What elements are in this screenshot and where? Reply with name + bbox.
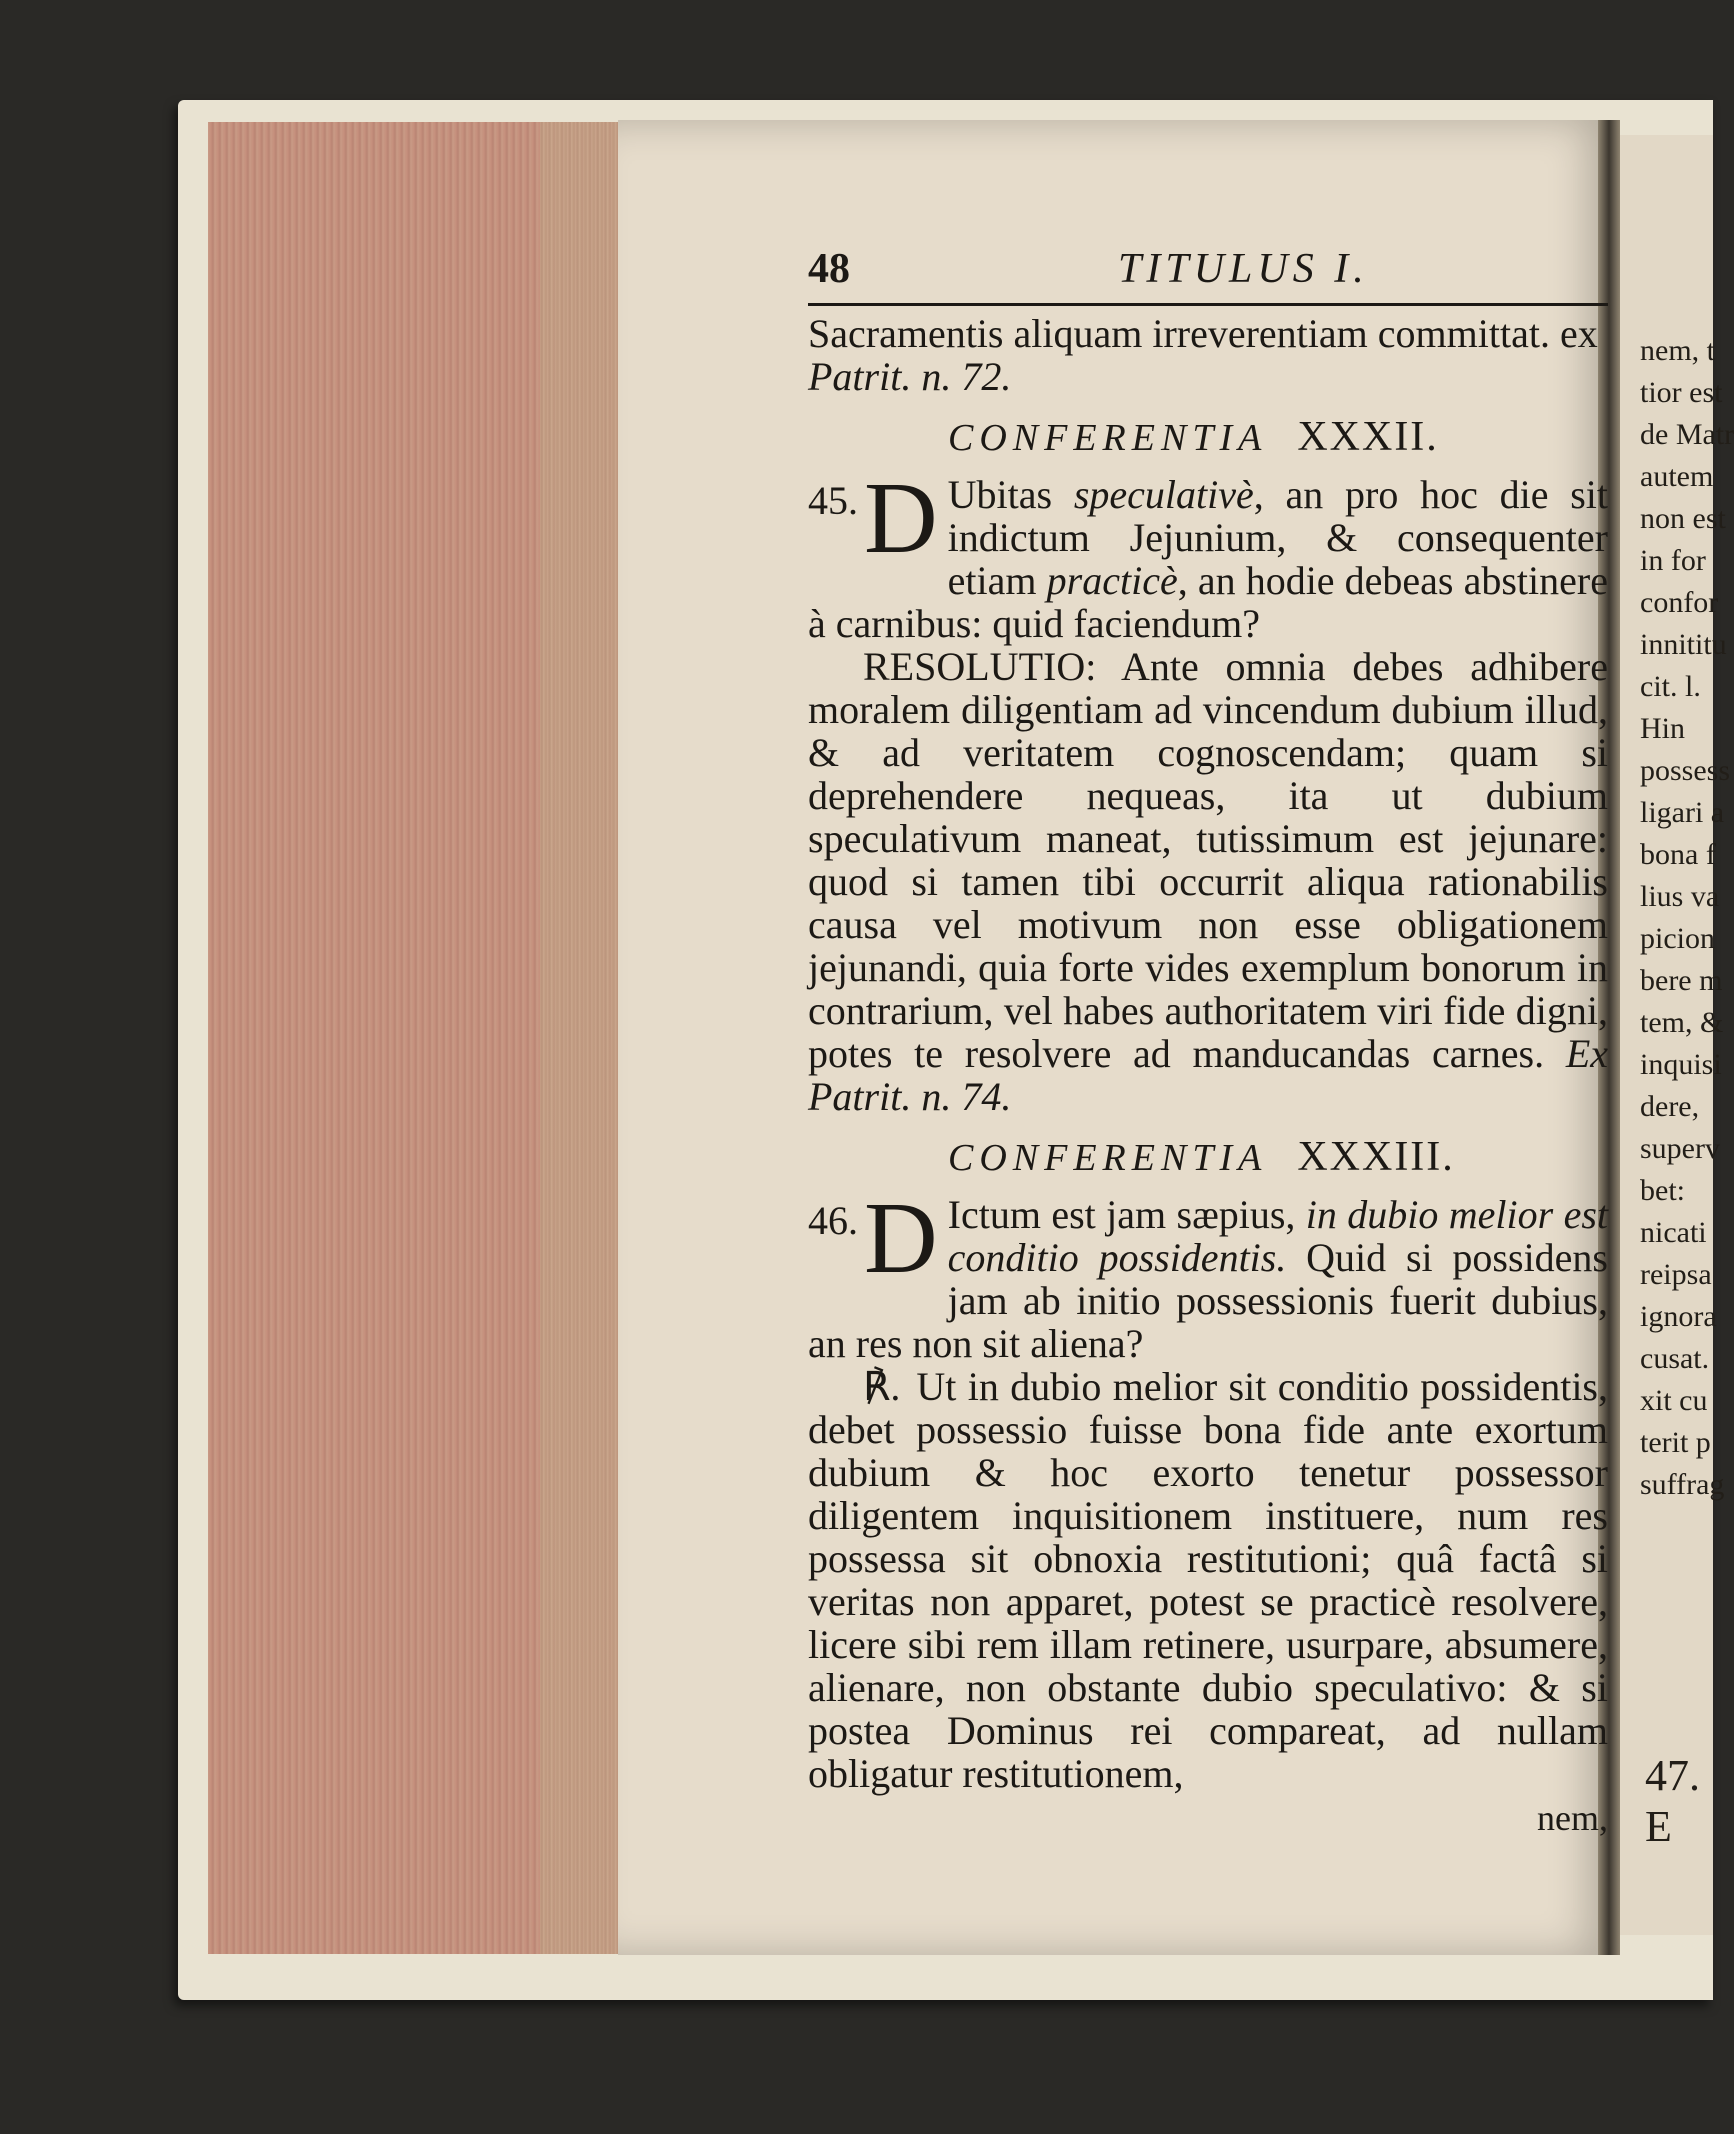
response-paragraph (808, 1365, 1608, 1795)
section-heading-33 (948, 1132, 1608, 1183)
right-page-text (1640, 330, 1734, 1506)
running-title: TITULUS I. (1118, 246, 1369, 292)
paragraph-number: 46. (808, 1198, 858, 1243)
intro-paragraph (808, 312, 1608, 398)
right-page-line: nem, t (1640, 334, 1715, 367)
page-edges-inner (540, 122, 620, 1954)
resolutio-paragraph (808, 645, 1608, 1118)
paragraph-45 (808, 462, 1608, 646)
right-page-line: superv (1640, 1132, 1720, 1165)
right-page-line: reipsa (1640, 1258, 1712, 1291)
right-page-line: nicati (1640, 1216, 1707, 1249)
dropcap-46 (808, 1182, 938, 1295)
p46-text-b: in dubio melior est conditio possidentis. (947, 1192, 1609, 1280)
right-page-line: innititu (1640, 628, 1727, 661)
paragraph-number: 45. (808, 478, 858, 523)
p46-text-c: Quid si possidens jam ab initio possessionis fuerit dubius, an res non sit aliena? (808, 1235, 1608, 1366)
right-page-line: tem, & (1640, 1006, 1724, 1039)
right-page-line: xit cu (1640, 1384, 1708, 1417)
resolutio-text: RESOLUTIO: Ante omnia debes adhibere moralem diligentiam ad vincendum dubium illud, & ad veritatem cognoscendam; quam si deprehendere nequeas, ita ut dubium speculativum maneat, tutissimum est jejunare: quod si tamen tibi occurrit aliqua rationabilis causa vel motivum non esse obligationem jejunandi, quia forte vides exemplum bonorum in contrarium, vel habes authoritatem viri fide digni, potes te resolvere ad manducandas carnes. (808, 644, 1608, 1076)
intro-line: Sacramentis aliquam irreverentiam committat. ex (808, 311, 1598, 356)
paragraph-46 (808, 1182, 1609, 1366)
heading-label: CONFERENTIA (948, 417, 1268, 459)
right-page-line: ligari a (1640, 796, 1725, 829)
right-page-line: bere m (1640, 964, 1723, 997)
catchword: nem, (1537, 1798, 1608, 1838)
right-page-line: terit p (1640, 1426, 1711, 1459)
heading-numeral: XXXII. (1297, 414, 1439, 460)
right-page-line: bet: (1640, 1174, 1685, 1207)
section-heading-32 (948, 412, 1608, 463)
right-page-line: Hin (1640, 712, 1685, 745)
right-page-line: non est (1640, 502, 1726, 535)
dropcap-letter: D (864, 462, 938, 575)
p45-text-a: Ubitas (947, 472, 1074, 517)
right-page-line: cusat. (1640, 1342, 1710, 1375)
right-page-line: ignora (1640, 1300, 1717, 1333)
p45-text-d: practicè (1046, 558, 1178, 603)
resolutio-reference: Ex Patrit. n. 74. (808, 1031, 1608, 1119)
p46-text-a: Ictum est jam sæpius, (947, 1192, 1306, 1237)
page-number: 48 (808, 246, 850, 292)
right-page-line: bona f (1640, 838, 1716, 871)
heading-label: CONFERENTIA (948, 1137, 1268, 1179)
right-page-line: picion (1640, 922, 1715, 955)
response-text: Ut in dubio melior sit conditio possidentis, debet possessio fuisse bona fide ante exortum dubium & hoc exorto tenetur possessor diligentem inquisitionem instituere, num res possessa sit obnoxia restitutioni; quâ factâ si veritas non apparet, potest se practicè resolvere, licere sibi rem illam retinere, usurpare, absumere, alienare, non obstante dubio speculativo: & si postea Dominus rei compareat, ad nullam obligatur restitutionem, (808, 1364, 1608, 1796)
heading-numeral: XXXIII. (1297, 1134, 1455, 1180)
running-head (808, 245, 1608, 293)
header-rule (808, 303, 1608, 306)
right-page-line: in for (1640, 544, 1706, 577)
right-page-line: dere, (1640, 1090, 1700, 1123)
right-page-line: confor (1640, 586, 1719, 619)
right-page-line: suffrag (1640, 1468, 1725, 1501)
page-content (808, 245, 1608, 1839)
right-page-line: lius va (1640, 880, 1720, 913)
dropcap-letter: D (864, 1182, 938, 1295)
right-page-bottom: 47. E (1645, 1751, 1700, 1851)
right-page-line: de Matr (1640, 418, 1734, 451)
response-sign: ℟. (863, 1364, 901, 1409)
right-page-line: cit. l. (1640, 670, 1701, 703)
right-page-line: possess (1640, 754, 1731, 787)
right-page-line: tior est (1640, 376, 1723, 409)
p45-text-b: speculativè (1073, 472, 1254, 517)
p45-text-c: , an pro hoc die sit indictum Jejunium, & consequenter etiam (947, 472, 1608, 603)
right-page-line: inquisi (1640, 1048, 1722, 1081)
p45-text-e: , an hodie debeas abstinere à carnibus: quid faciendum? (808, 558, 1608, 646)
dropcap-45 (808, 462, 938, 575)
right-page-line: autem (1640, 460, 1714, 493)
intro-reference: Patrit. n. 72. (808, 354, 1012, 399)
